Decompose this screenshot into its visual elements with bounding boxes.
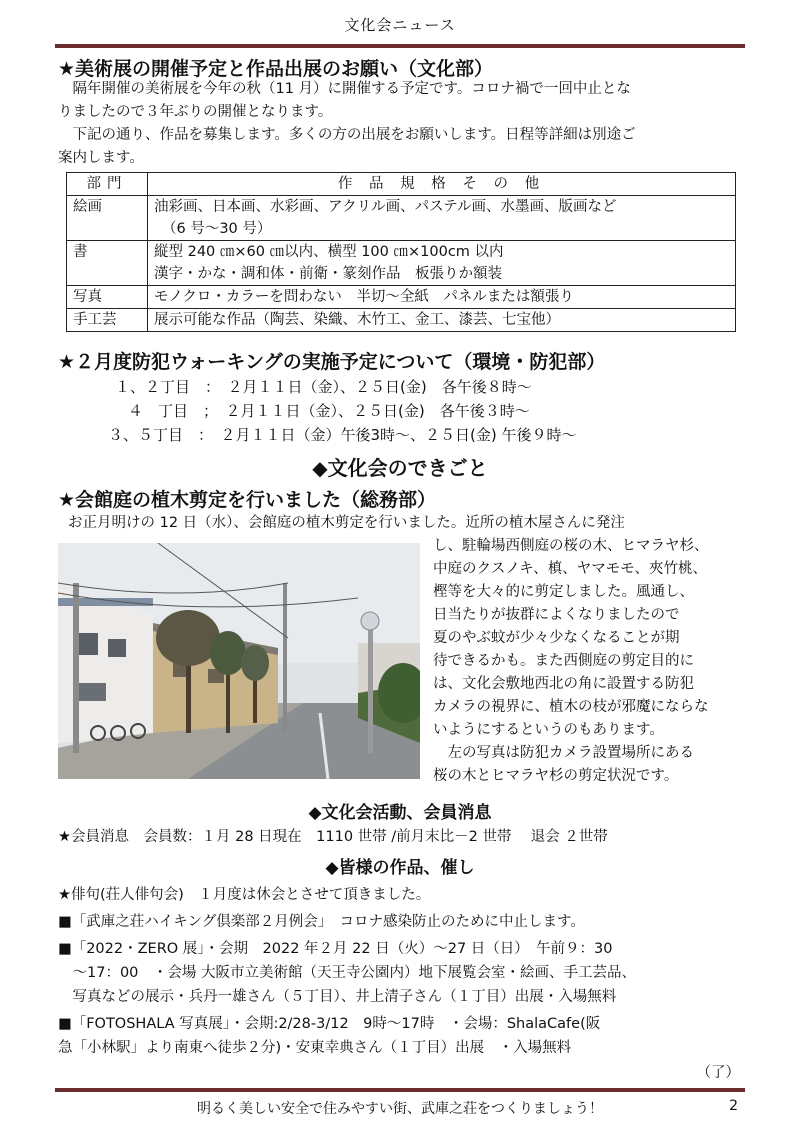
spec-line: 縦型 240 ㎝×60 ㎝以内、横型 100 ㎝×100cm 以内 [154,244,504,260]
street-photo-illustration [58,543,420,779]
pruning-line: 左の写真は防犯カメラ設置場所にある [433,745,694,761]
pruning-line: し、駐輪場西側庭の桜の木、ヒマラヤ杉、 [433,538,709,554]
works-item: ■「武庫之荘ハイキング倶楽部２月例会」 コロナ感染防止のために中止します。 [58,914,585,930]
members-heading: ◆文化会活動、会員消息 [308,803,492,823]
works-item: 写真などの展示・兵丹一雄さん（５丁目）、井上清子さん（１丁目）出展・入場無料 [58,989,617,1005]
table-header-row [67,173,736,196]
spec-line: （6 号～30 号） [162,221,272,237]
table-cell-category: 書 [67,241,148,286]
pruning-line: 桜の木とヒマラヤ杉の剪定状況です。 [433,768,679,784]
pruning-line: 日当たりが抜群によくなりましたので [433,607,680,623]
end-mark: （了） [696,1065,740,1081]
pruning-line: 待できるかも。また西側庭の剪定目的に [433,653,694,669]
footer-slogan: 明るく美しい安全で住みやすい街、武庫之荘をつくりましょう！ [197,1101,603,1117]
members-line: ★会員消息 会員数：１月 28 日現在 1110 世帯 /前月末比－2 世帯 退会 ２世帯 [58,829,608,845]
pruning-heading: ★会館庭の植木剪定を行いました（総務部） [58,489,437,511]
pruning-line: は、文化会敷地西北の角に設置する防犯 [433,676,694,692]
spec-line: 油彩画、日本画、水彩画、アクリル画、パステル画、水墨画、版画など [154,199,617,215]
street-photo [58,543,420,779]
pruning-line: お正月明けの 12 日（水）、会館庭の植木剪定を行いました。近所の植木屋さんに発注 [68,515,625,531]
table-cell-category: 手工芸 [67,309,148,332]
events-heading: ◆文化会のできごと [312,456,488,480]
works-heading: ◆皆様の作品、催し [325,858,475,878]
art-heading: ★美術展の開催予定と作品出展のお願い（文化部） [58,58,494,80]
art-spec-table [66,172,736,332]
table-cell-category: 写真 [67,286,148,309]
patrol-heading: ★２月度防犯ウォーキングの実施予定について（環境・防犯部） [58,351,606,373]
art-para1-line1: 隔年開催の美術展を今年の秋（11 月）に開催する予定です。コロナ禍で一回中止とな [58,81,631,97]
art-para2-line2: 案内します。 [58,150,144,166]
table-row [67,241,736,286]
table-header-spec: 作 品 規 格 そ の 他 [148,173,736,196]
patrol-row: ３、５丁目 ： ２月１１日（金）午後3時～、２５日(金) 午後９時～ [108,426,577,444]
table-row [67,309,736,332]
table-cell-spec: 展示可能な作品（陶芸、染織、木竹工、金工、漆芸、七宝他） [148,309,736,332]
table-row [67,196,736,241]
table-cell-spec [148,241,736,286]
pruning-line: 樫等を大々的に剪定しました。風通し、 [433,584,694,600]
header-rule [55,44,745,48]
patrol-row: ４ 丁目 ； ２月１１日（金）、２５日(金) 各午後３時～ [128,402,530,420]
works-item: 急「小林駅」より南東へ徒歩２分)・安東幸典さん（１丁目）出展 ・入場無料 [58,1040,572,1056]
page-number: 2 [729,1098,738,1114]
pruning-line: 夏のやぶ蚊が少々少なくなることが期 [433,630,680,646]
table-cell-category: 絵画 [67,196,148,241]
works-item: ～17：00 ・会場 大阪市立美術館（天王寺公園内）地下展覧会室・絵画、手工芸品、 [58,965,637,981]
newsletter-title: 文化会ニュース [344,16,456,34]
works-item: ★俳句(荘人俳句会) １月度は休会とさせて頂きました。 [58,887,431,903]
patrol-row: １、２丁目 ： ２月１１日（金）、２５日(金) 各午後８時～ [115,378,532,396]
pruning-line: 中庭のクスノキ、槙、ヤマモモ、夾竹桃、 [433,561,708,577]
pruning-line: カメラの視界に、植木の枝が邪魔にならな [433,699,709,715]
table-row [67,286,736,309]
art-para2-line1: 下記の通り、作品を募集します。多くの方の出展をお願いします。日程等詳細は別途ご [58,127,636,143]
pruning-line: いようにするというのもあります。 [433,722,664,738]
works-item: ■「2022・ZERO 展」・会期 2022 年２月 22 日（火）～27 日（日） 午前９：30 [58,941,613,957]
spec-line: 漢字・かな・調和体・前衛・篆刻作品 板張りか額装 [154,266,502,282]
works-item: ■「FOTOSHALA 写真展」・会期:2/28-3/12 9時～17時 ・会場：ShalaCafe(阪 [58,1016,601,1032]
table-cell-spec: モノクロ・カラーを問わない 半切～全紙 パネルまたは額張り [148,286,736,309]
footer-rule [55,1088,745,1092]
art-para1-line2: りましたので３年ぶりの開催となります。 [58,104,333,120]
table-cell-spec [148,196,736,241]
table-header-category: 部門 [67,173,148,196]
